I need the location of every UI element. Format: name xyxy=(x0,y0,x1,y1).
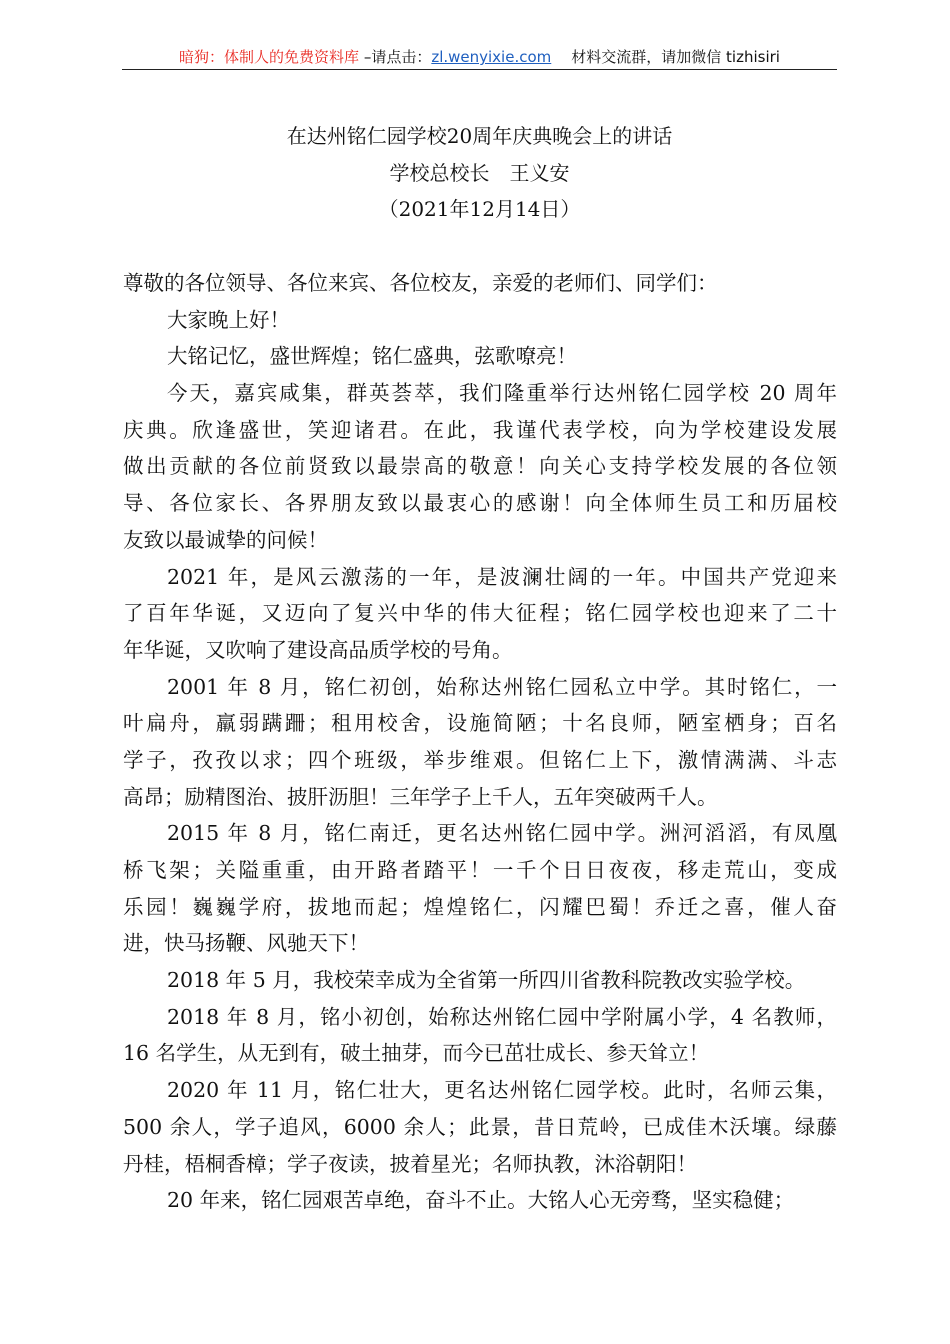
text-line: 做出贡献的各位前贤致以最崇高的敬意！向关心支持学校发展的各位领 xyxy=(123,454,837,479)
paragraph xyxy=(123,559,837,669)
text-line: 桥飞架；关隘重重，由开路者踏平！一千个日日夜夜，移走荒山，变成 xyxy=(123,858,837,882)
paragraph xyxy=(123,1182,837,1219)
text-line: 16 名学生，从无到有，破土抽芽，而今已茁壮成长、参天耸立！ xyxy=(123,1041,710,1066)
text-line: 2018 年 5 月，我校荣幸成为全省第一所四川省教科院教改实验学校。 xyxy=(167,968,806,993)
text-line: 叶扁舟，羸弱蹒跚；租用校舍，设施简陋；十名良师，陋室栖身；百名 xyxy=(123,711,837,736)
text-line: 2020 年 11 月，铭仁壮大，更名达州铭仁园学校。此时，名师云集， xyxy=(167,1078,837,1103)
text-line: 2018 年 8 月，铭小初创，始称达州铭仁园中学附属小学，4 名教师， xyxy=(167,1004,837,1029)
text-line: 今天，嘉宾咸集，群英荟萃，我们隆重举行达州铭仁园学校 20 周年 xyxy=(167,381,837,406)
text-line: 进，快马扬鞭、风驰天下！ xyxy=(123,931,369,956)
paragraph xyxy=(123,999,837,1072)
text-line: 年华诞，又吹响了建设高品质学校的号角。 xyxy=(123,637,513,662)
paragraph xyxy=(123,375,837,558)
date-line: （2021年12月14日） xyxy=(378,197,581,221)
paragraph xyxy=(123,1072,837,1182)
text-line: 20 年来，铭仁园艰苦卓绝，奋斗不止。大铭人心无旁骛，坚实稳健； xyxy=(167,1188,795,1213)
watermark-header xyxy=(122,46,837,68)
text-line: 导、各位家长、各界朋友致以最衷心的感谢！向全体师生员工和历届校 xyxy=(123,491,837,516)
document-title: 在达州铭仁园学校20周年庆典晚会上的讲话 xyxy=(286,124,673,148)
paragraph xyxy=(123,962,837,999)
text-line: 大家晚上好！ xyxy=(167,307,290,332)
paragraph xyxy=(123,669,837,816)
text-line: 2001 年 8 月，铭仁初创，始称达州铭仁园私立中学。其时铭仁，一 xyxy=(167,674,837,699)
text-line: 尊敬的各位领导、各位来宾、各位校友，亲爱的老师们、同学们： xyxy=(123,271,718,295)
promo-click-text: –请点击： xyxy=(359,48,432,66)
author-line: 学校总校长 王义安 xyxy=(389,161,570,185)
contact-text: 材料交流群，请加微信 tizhisiri xyxy=(571,48,780,66)
text-line: 了百年华诞，又迈向了复兴中华的伟大征程；铭仁园学校也迎来了二十 xyxy=(123,601,837,626)
text-line: 学子，孜孜以求；四个班级，举步维艰。但铭仁上下，激情满满、斗志 xyxy=(123,747,837,772)
text-line: 2015 年 8 月，铭仁南迁，更名达州铭仁园中学。洲河滔滔，有凤凰 xyxy=(167,821,837,846)
text-line: 丹桂，梧桐香樟；学子夜读，披着星光；名师执教，沐浴朝阳！ xyxy=(123,1151,697,1176)
text-line: 500 余人，学子追风，6000 余人；此景，昔日荒岭，已成佳木沃壤。绿藤 xyxy=(123,1114,837,1139)
text-line: 庆典。欣逢盛世，笑迎诸君。在此，我谨代表学校，向为学校建设发展 xyxy=(123,417,837,442)
paragraph xyxy=(123,302,837,339)
promo-text: 暗狗：体制人的免费资料库 xyxy=(179,48,360,66)
text-line: 大铭记忆，盛世辉煌；铭仁盛典，弦歌嘹亮！ xyxy=(167,344,577,369)
text-line: 乐园！巍巍学府，拔地而起；煌煌铭仁，闪耀巴蜀！乔迁之喜，催人奋 xyxy=(123,894,837,919)
paragraph xyxy=(123,338,837,375)
promo-link[interactable]: zl.wenyixie.com xyxy=(431,48,552,66)
text-line: 友致以最诚挚的问候！ xyxy=(123,527,328,552)
text-line: 高昂；励精图治、披肝沥胆！三年学子上千人，五年突破两千人。 xyxy=(123,784,718,809)
text-line: 2021 年，是风云激荡的一年，是波澜壮阔的一年。中国共产党迎来 xyxy=(167,564,837,589)
header-rule xyxy=(122,69,837,70)
paragraph xyxy=(123,265,837,302)
document-body xyxy=(123,265,837,1219)
paragraph xyxy=(123,815,837,962)
